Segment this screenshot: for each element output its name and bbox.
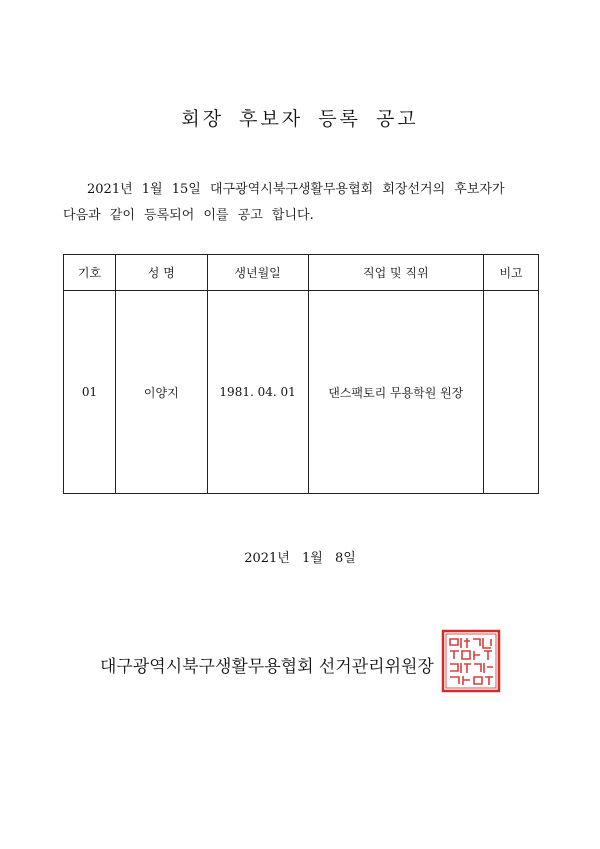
header-note: 비고 bbox=[484, 255, 539, 291]
cell-note bbox=[484, 291, 539, 494]
header-occupation: 직업 및 직위 bbox=[308, 255, 484, 291]
cell-occupation: 댄스팩토리 무용학원 원장 bbox=[308, 291, 484, 494]
header-birthdate: 생년월일 bbox=[207, 255, 308, 291]
cell-birthdate: 1981. 04. 01 bbox=[207, 291, 308, 494]
announcement-body-2 bbox=[63, 203, 543, 229]
header-number: 기호 bbox=[64, 255, 116, 291]
announcement-body bbox=[63, 177, 543, 203]
candidate-table bbox=[63, 254, 539, 494]
header-name: 성 명 bbox=[115, 255, 207, 291]
table-header-row bbox=[64, 255, 539, 291]
issuing-organization: 대구광역시북구생활무용협회 선거관리위원장 bbox=[100, 657, 434, 677]
official-seal-stamp bbox=[441, 629, 501, 693]
cell-name: 이양지 bbox=[115, 291, 207, 494]
document-title: 회장 후보자 등록 공고 bbox=[181, 108, 419, 130]
announcement-line-2: 다음과 같이 등록되어 이를 공고 합니다. bbox=[63, 208, 314, 223]
announcement-line-1: 2021년 1월 15일 대구광역시북구생활무용협회 회장선거의 후보자가 bbox=[87, 182, 505, 197]
table-row bbox=[64, 291, 539, 494]
announcement-date: 2021년 1월 8일 bbox=[244, 551, 356, 566]
cell-number: 01 bbox=[64, 291, 116, 494]
